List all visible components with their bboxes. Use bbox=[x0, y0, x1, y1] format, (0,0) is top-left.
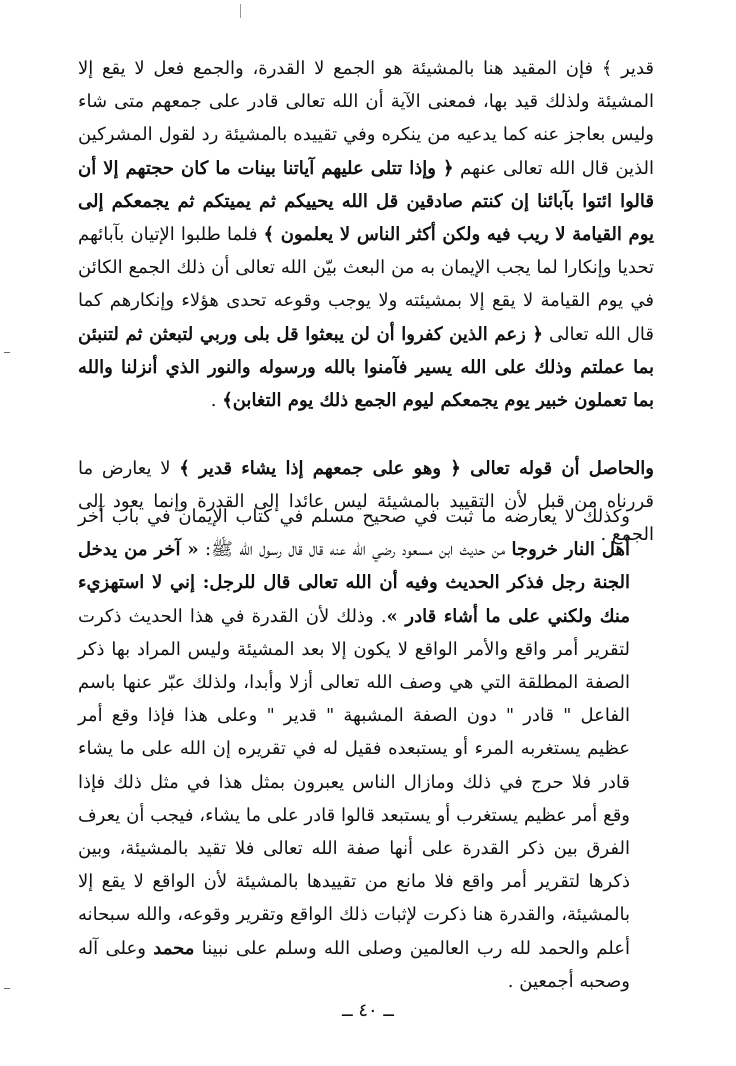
text-run: لا يعارض ما قررناه من قبل لأن التقييد بالمشيئة ليس عائدا إلى القدرة وإنما يعود إلى الجمع . bbox=[78, 458, 654, 546]
text-run: محمد bbox=[153, 937, 195, 959]
text-run: . وذلك لأن القدرة في هذا الحديث ذكرت لتقرير أمر واقع والأمر الواقع لا يكون إلا بعد المشيئة وليس المراد بها ذكر الصفة المطلقة التي هي وصف الله تعالى أزلا وأبدا، ولذلك عبّر عنها باسم الفاعل " قادر " دون الصفة المشبهة " قدير " وعلى هذا فإذا وقع أمر عظيم يستغربه المرء أو يستبعده فقيل له في تقريره إن الله على ما يشاء قادر فلا حرج في ذلك ومازال الناس يعبرون بمثل هذا في مثل ذلك فإذا وقع أمر عظيم يستغرب أو يستبعد قالوا قادر على ما يشاء، فيجب أن يعرف الفرق بين ذكر القدرة على أنها صفة الله تعالى فلا تقيد بالمشيئة، وبين ذكرها لتقرير أمر واقع فلا مانع من تقييدها بالمشيئة لأن الواقع لا يقع إلا بالمشيئة، والقدرة هنا ذكرت لإثبات ذلك الواقع وتقرير وقوعه، والله سبحانه أعلم والحمد لله رب العالمين وصلى الله وسلم على نبينا bbox=[78, 605, 630, 959]
scan-mark bbox=[240, 4, 241, 18]
paragraph-3 bbox=[78, 500, 654, 998]
paragraph-text bbox=[78, 52, 654, 417]
text-run: والحاصل أن قوله تعالى bbox=[460, 458, 654, 479]
hadith-quote: « آخر من يدخل الجنة رجل فذكر الحديث وفيه أن الله تعالى قال للرجل: إني لا استهزيء منك ولكني على ما أشاء قادر » bbox=[78, 539, 630, 627]
text-run: وعلى آله وصحبه أجمعين . bbox=[78, 937, 630, 992]
text-run: فلما طلبوا الإتيان بآبائهم تحديا وإنكارا لما يجب الإيمان به من البعث بيّن الله تعالى أن ذلك الجمع الكائن في يوم القيامة لا يقع إلا بمشيئته ولا يوجب وقوعه تحدى هؤلاء وإنكارهم كما قال الله تعالى bbox=[78, 224, 655, 345]
quran-quote: ﴿ وهو على جمعهم إذا يشاء قدير ﴾ bbox=[179, 458, 461, 479]
scan-mark bbox=[4, 352, 10, 353]
quran-quote: ﴿ زعم الذين كفروا أن لن يبعثوا قل بلى وربي لتبعثن ثم لتنبئن بما عملتم وذلك على الله يسير فآمنوا بالله ورسوله والنور الذي أنزلنا والله بما تعملون خبير يوم يجمعكم ليوم الجمع ذلك يوم التغابن﴾ bbox=[78, 323, 654, 412]
page-number: ــ ٤٠ ــ bbox=[342, 1000, 394, 1021]
paragraph-1 bbox=[78, 52, 654, 417]
paragraph-text bbox=[78, 500, 654, 998]
text-run: . bbox=[210, 390, 223, 412]
quran-quote: ﴿ وإذا تتلى عليهم آياتنا بينات ما كان حجتهم إلا أن قالوا ائتوا بآبائنا إن كنتم صادقين قل الله يحييكم ثم يميتكم ثم يجمعكم إلى يوم القيامة لا ريب فيه ولكن أكثر الناس لا يعلمون ﴾ bbox=[78, 157, 654, 246]
text-run: وكذلك لا يعارضه ما ثبت في صحيح مسلم في كتاب الإيمان في باب آخر bbox=[78, 506, 630, 527]
text-run: من حديث ابن مسعود رضي الله عنه قال قال رسول الله ﷺ: bbox=[198, 539, 512, 561]
scan-mark bbox=[4, 988, 10, 989]
text-run: قدير ﴾ فإن المقيد هنا بالمشيئة هو الجمع لا القدرة، والجمع فعل لا يقع إلا المشيئة ولذلك قيد بها، فمعنى الآية أن الله تعالى قادر على جمعهم متى شاء وليس بعاجز عنه كما يدعيه من ينكره وفي تقييده بالمشيئة رد لقول المشركين الذين قال الله تعالى عنهم bbox=[78, 58, 654, 179]
text-run: أهل النار خروجا bbox=[511, 539, 630, 561]
